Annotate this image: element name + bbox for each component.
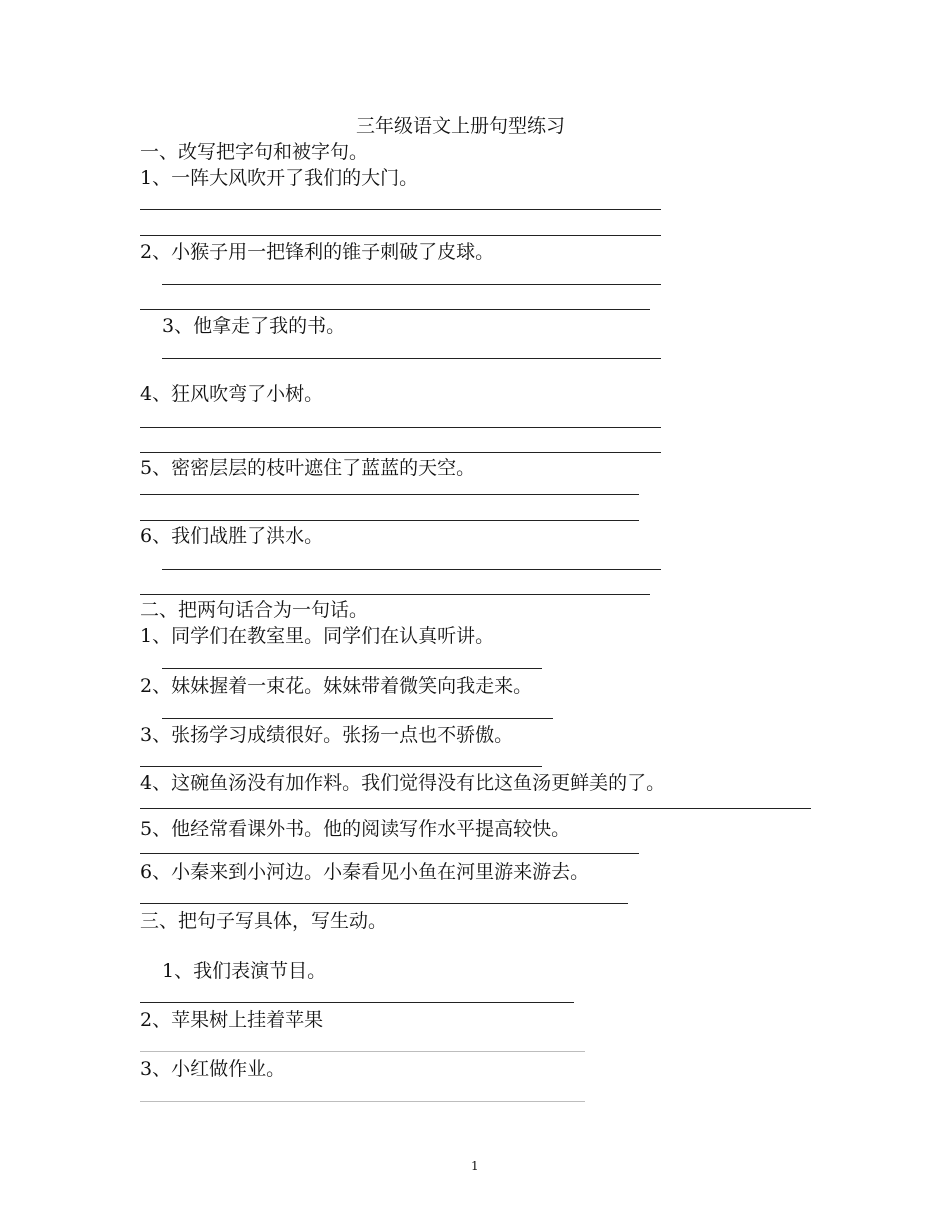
- question-2-1: 1、同学们在教室里。同学们在认真听讲。: [140, 625, 495, 647]
- answer-line: [140, 309, 650, 310]
- question-1-3: 3、他拿走了我的书。: [162, 315, 346, 337]
- answer-line: [140, 209, 661, 210]
- answer-line: [140, 903, 628, 904]
- section-1-heading: 一、改写把字句和被字句。: [140, 141, 369, 163]
- question-1-6: 6、我们战胜了洪水。: [140, 525, 324, 547]
- answer-line: [162, 668, 542, 669]
- question-3-2: 2、苹果树上挂着苹果: [140, 1009, 324, 1031]
- question-2-3: 3、张扬学习成绩很好。张扬一点也不骄傲。: [140, 724, 514, 746]
- answer-line: [140, 1002, 574, 1003]
- answer-line: [140, 520, 639, 521]
- question-1-1: 1、一阵大风吹开了我们的大门。: [140, 167, 419, 189]
- answer-line: [140, 235, 661, 236]
- answer-line: [162, 569, 661, 570]
- question-2-4: 4、这碗鱼汤没有加作料。我们觉得没有比这鱼汤更鲜美的了。: [140, 772, 666, 794]
- page-number: 1: [471, 1159, 479, 1173]
- question-2-6: 6、小秦来到小河边。小秦看见小鱼在河里游来游去。: [140, 861, 590, 883]
- answer-line: [162, 718, 553, 719]
- answer-line: [140, 594, 650, 595]
- question-2-5: 5、他经常看课外书。他的阅读写作水平提高较快。: [140, 818, 571, 840]
- section-3-heading: 三、把句子写具体，写生动。: [140, 910, 388, 932]
- question-1-4: 4、狂风吹弯了小树。: [140, 383, 324, 405]
- answer-line: [140, 494, 639, 495]
- section-2-heading: 二、把两句话合为一句话。: [140, 599, 369, 621]
- question-3-1: 1、我们表演节目。: [162, 960, 327, 982]
- answer-line: [140, 452, 661, 453]
- question-2-2: 2、妹妹握着一束花。妹妹带着微笑向我走来。: [140, 675, 533, 697]
- answer-line: [140, 427, 661, 428]
- answer-line: [140, 1101, 585, 1102]
- question-3-3: 3、小红做作业。: [140, 1058, 286, 1080]
- answer-line: [140, 1051, 585, 1052]
- answer-line: [140, 808, 811, 809]
- answer-line: [162, 358, 661, 359]
- answer-line: [140, 766, 542, 767]
- answer-line: [162, 284, 661, 285]
- question-1-2: 2、小猴子用一把锋利的锥子刺破了皮球。: [140, 241, 495, 263]
- question-1-5: 5、密密层层的枝叶遮住了蓝蓝的天空。: [140, 457, 476, 479]
- worksheet-title: 三年级语文上册句型练习: [356, 115, 566, 137]
- answer-line: [140, 853, 639, 854]
